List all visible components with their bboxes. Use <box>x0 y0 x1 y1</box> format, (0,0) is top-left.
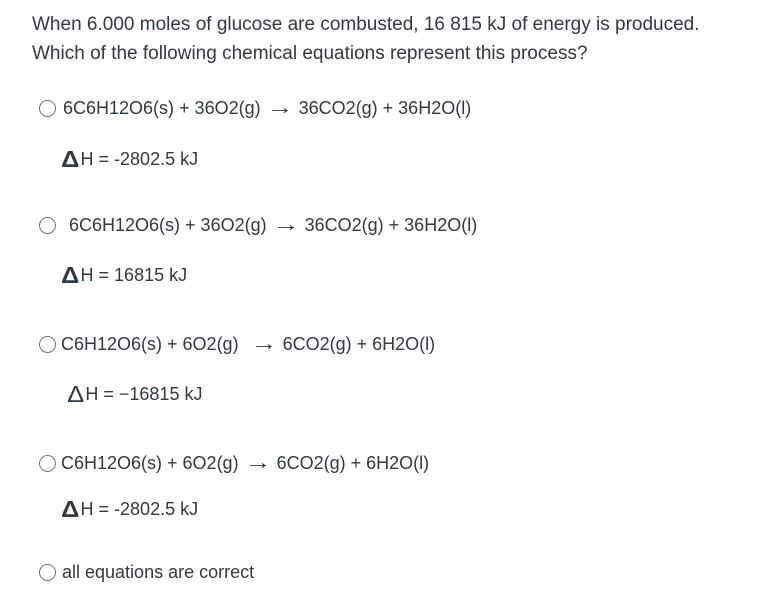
equation-3 <box>61 333 435 356</box>
equation-2-reactants: 6C6H12O6(s) + 36O2(g) <box>69 215 267 235</box>
radio-button-4[interactable] <box>39 455 56 472</box>
equation-1-reactants: 6C6H12O6(s) + 36O2(g) <box>63 98 261 118</box>
question-line-2: Which of the following chemical equations represent this process? <box>32 43 588 64</box>
option-5-label: all equations are correct <box>62 562 255 582</box>
answer-option-3[interactable] <box>39 333 435 356</box>
equation-4-reactants: C6H12O6(s) + 6O2(g) <box>61 453 239 473</box>
reaction-arrow-icon: → <box>250 333 278 355</box>
answer-option-2[interactable] <box>39 214 477 237</box>
radio-button-3[interactable] <box>39 336 56 353</box>
enthalpy-3 <box>68 381 202 408</box>
delta-symbol-icon: Δ <box>61 146 80 172</box>
enthalpy-4-value: H = -2802.5 kJ <box>80 499 199 519</box>
answer-option-1[interactable] <box>39 97 471 120</box>
enthalpy-1-value: H = -2802.5 kJ <box>80 149 199 169</box>
enthalpy-3-value: H = −16815 kJ <box>85 384 203 404</box>
delta-symbol-icon: Δ <box>61 496 80 522</box>
equation-3-reactants: C6H12O6(s) + 6O2(g) <box>61 334 239 354</box>
delta-symbol-icon: Δ <box>61 262 80 288</box>
equation-2-products: 36CO2(g) + 36H2O(l) <box>304 215 478 235</box>
equation-1-products: 36CO2(g) + 36H2O(l) <box>298 98 472 118</box>
equation-4 <box>61 452 429 475</box>
enthalpy-2-value: H = 16815 kJ <box>80 265 188 285</box>
answer-option-4[interactable] <box>39 452 429 475</box>
equation-3-products: 6CO2(g) + 6H2O(l) <box>282 334 436 354</box>
reaction-arrow-icon: → <box>272 214 300 236</box>
equation-1 <box>63 97 471 120</box>
radio-button-2[interactable] <box>39 217 56 234</box>
equation-4-products: 6CO2(g) + 6H2O(l) <box>276 453 430 473</box>
enthalpy-2 <box>62 262 187 289</box>
radio-button-1[interactable] <box>39 100 56 117</box>
radio-button-5[interactable] <box>39 564 56 581</box>
enthalpy-4 <box>62 496 198 523</box>
delta-symbol-icon: Δ <box>67 381 85 407</box>
reaction-arrow-icon: → <box>244 452 272 474</box>
question-text <box>32 10 752 68</box>
question-line-1: When 6.000 moles of glucose are combusted, 16 815 kJ of energy is produced. <box>32 14 700 35</box>
answer-option-5[interactable] <box>39 562 254 583</box>
reaction-arrow-icon: → <box>266 97 294 119</box>
enthalpy-1 <box>62 146 198 173</box>
equation-2 <box>69 214 477 237</box>
